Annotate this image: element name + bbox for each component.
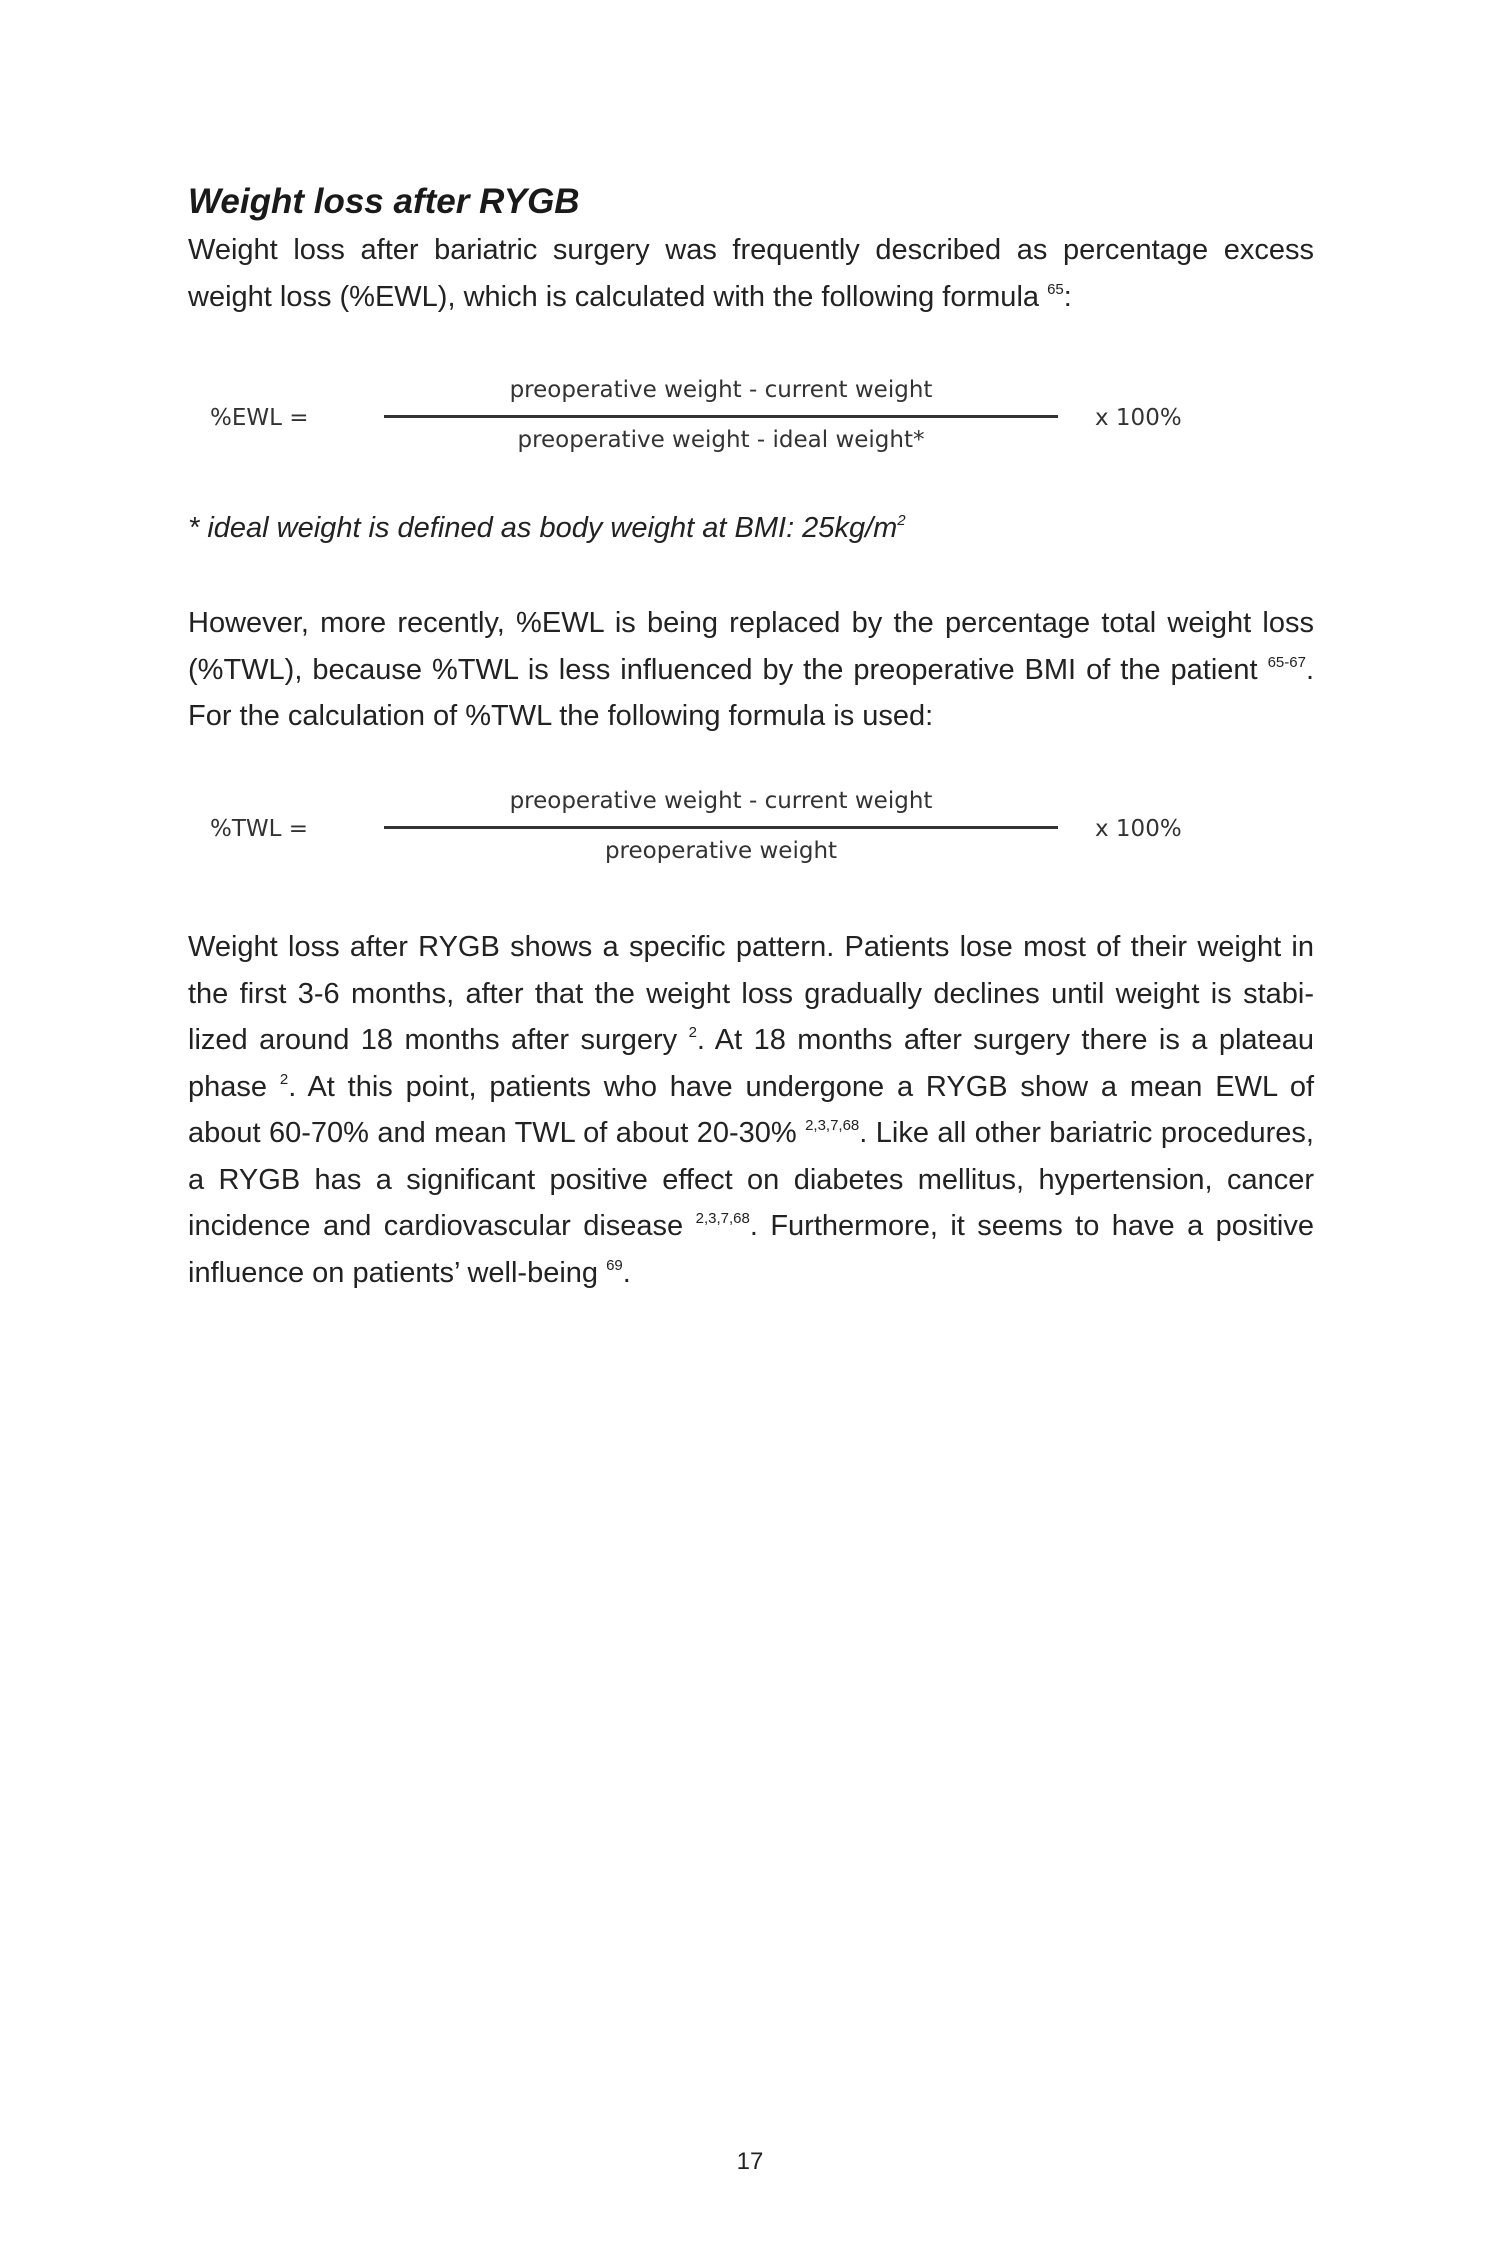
pattern-text: . Furthermore, it seems to have a positive influence on patients’ well-being (188, 1210, 1315, 1289)
pattern-text: . (622, 1256, 631, 1289)
citation-ref: 65-67 (1267, 653, 1306, 671)
twl-text: However, more recently, %EWL is being replaced by the percentage total weight loss (%TWL), because %TWL is less influenced by the preoperative BMI of the patient (188, 607, 1314, 686)
twl-fraction-bar (384, 826, 1058, 829)
intro-text: Weight loss after bariatric surgery was frequently described as percentage excess weight loss (%EWL), which is calculated with the following formula (188, 234, 1314, 313)
section-title: Weight loss after RYGB (188, 182, 580, 221)
ewl-formula-label: %EWL = (210, 405, 309, 431)
twl-formula-denominator: preoperative weight (604, 838, 838, 864)
ewl-formula-denominator: preoperative weight - ideal weight* (517, 427, 925, 453)
twl-formula-numerator: preoperative weight - current weight (509, 788, 933, 814)
citation-ref: 2 (688, 1024, 697, 1041)
pattern-text: Weight loss after RYGB shows a specific pattern. Patients lose most of their weight in the first 3-6 months, after that the weight loss gradually declines until weight is stabilized around 18 months after surgery (188, 931, 1314, 1056)
twl-paragraph (188, 600, 1314, 740)
citation-ref: 2,3,7,68 (695, 1210, 750, 1227)
footnote-text: * ideal weight is defined as body weight at BMI: 25kg/m (188, 512, 898, 544)
twl-formula-label: %TWL = (210, 816, 309, 842)
pattern-text: . Like all other bariatric procedures, a RYGB has a significant positive effect on diabetes mellitus, hypertension, cancer incidence and cardiovascular disease (188, 1117, 1314, 1242)
ewl-formula-numerator: preoperative weight - current weight (509, 377, 933, 403)
intro-text-tail: : (1063, 280, 1072, 313)
ewl-formula (188, 364, 1314, 474)
ewl-formula-multiplier: x 100% (1095, 405, 1182, 431)
ewl-fraction-bar (384, 415, 1058, 418)
citation-ref: 65 (1047, 280, 1064, 298)
twl-formula (188, 775, 1314, 885)
page-number: 17 (736, 2148, 764, 2175)
twl-formula-multiplier: x 100% (1095, 816, 1182, 842)
citation-ref: 69 (606, 1256, 623, 1274)
pattern-paragraph (188, 924, 1314, 1296)
citation-ref: 2,3,7,68 (805, 1117, 860, 1134)
intro-paragraph (188, 227, 1314, 320)
pattern-text: . At this point, patients who have undergone a RYGB show a mean EWL of about 60-70% and mean TWL of about 20-30% (188, 1070, 1314, 1149)
footnote-exponent: 2 (897, 512, 906, 529)
pattern-text: . At 18 months after surgery there is a plateau phase (188, 1024, 1314, 1103)
twl-text-tail: . For the calculation of %TWL the following formula is used: (188, 653, 1314, 732)
ideal-weight-footnote (188, 505, 906, 551)
citation-ref: 2 (279, 1070, 289, 1088)
